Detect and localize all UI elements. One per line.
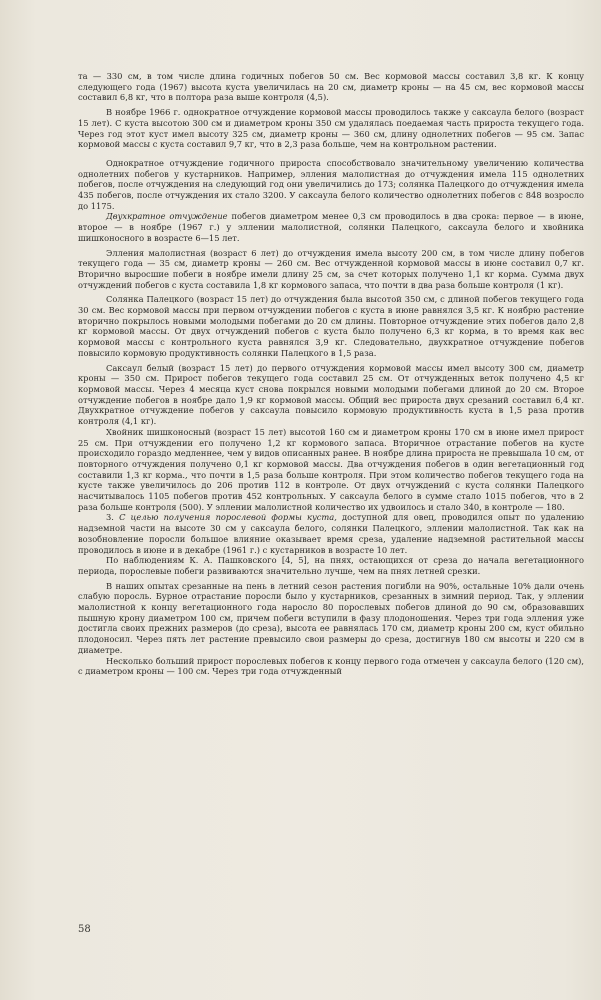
text-run: доступной для овец, проводился опыт по удалению надземной части на высоте 30 см у саксаула белого, солянки Палецкого, эллении малолистной. Так как на возобновление поросли большое влияние оказывает время среза, удаление надземной растительной массы проводилось в июне и в декабре (1961 г.) с кустарников в возрасте 10 лет. (78, 512, 584, 555)
paragraph (78, 656, 584, 677)
paragraph (78, 158, 584, 212)
italic-run: С целью получения порослевой формы куста, (119, 512, 337, 523)
italic-run: Двухкратное отчуждение (106, 211, 228, 222)
text-run: В ноябре 1966 г. однократное отчуждение кормовой массы проводилось также у саксаула белого (возраст 15 лет). С куста высотою 300 см и диаметром кроны 350 см удалялась поедаемая часть прироста текущего года. Через год этот куст имел высоту 325 см, диаметр кроны — 360 см, длину однолетних побегов — 95 см. Запас кормовой массы с куста составил 9,7 кг, что в 2,3 раза больше, чем на контрольном растении. (78, 107, 584, 150)
text-run: В наших опытах срезанные на пень в летний сезон растения погибли на 90%, остальные 10% дали очень слабую поросль. Бурное отрастание поросли было у кустарников, срезанных в зимний период. Так, у эллении малолистной к концу вегетационного года наросло 80 порослевых побегов длиной до 90 см, образовавших пышную крону диаметром 100 см, причем побеги вступили в фазу плодоношения. Через три года элления уже достигла своих прежних размеров (до среза), высота ее равнялась 170 см, диаметр кроны 200 см, куст обильно плодоносил. Через пять лет растение превысило свои размеры до среза, достигнув 180 см высоты и 220 см в диаметре. (78, 580, 584, 655)
body-text (78, 71, 584, 677)
text-run: Несколько больший прирост порослевых побегов к концу первого года отмечен у саксаула белого (120 см), с диаметром кроны — 100 см. Через три года отчужденный (78, 655, 584, 677)
paragraph (78, 363, 584, 427)
paragraph (78, 71, 584, 103)
page-number: 58 (78, 924, 91, 935)
paragraph (78, 512, 584, 555)
text-run: 3. (106, 512, 120, 523)
paragraph (78, 211, 584, 243)
paragraph (78, 248, 584, 291)
paragraph (78, 581, 584, 656)
text-run: По наблюдениям К. А. Пашковского [4, 5], на пнях, остающихся от среза до начала вегетационного периода, порослевые побеги развиваются значительно лучше, чем на пнях летней срезки. (78, 555, 584, 576)
text-run: Элления малолистная (возраст 6 лет) до отчуждения имела высоту 200 см, в том числе длину побегов текущего года — 35 см, диаметр кроны — 260 см. Вес отчужденной кормовой массы в июне составил 0,7 кг. Вторично выросшие побеги в ноябре имели длину 25 см, за счет которых получено 1,1 кг корма. Сумма двух отчуждений побегов с куста составила 1,8 кг кормового запаса, что почти в два раза больше контроля (1 кг). (78, 247, 584, 290)
text-run: Солянка Палецкого (возраст 15 лет) до отчуждения была высотой 350 см, с длиной побегов текущего года 30 см. Вес кормовой массы при первом отчуждении побегов с куста в июне равнялся 3,5 кг. К ноябрю растение вторично покрылось новыми молодыми побегами до 20 см длины. Повторное отчуждение этих побегов дало 2,8 кг кормовой массы. От двух отчуждений побегов с куста было получено 6,3 кг корма, в то время как вес кормовой массы с контрольного куста равнялся 3,9 кг. Следовательно, двухкратное отчуждение побегов повысило кормовую продуктивность солянки Палецкого в 1,5 раза. (78, 294, 584, 358)
paragraph (78, 555, 584, 576)
text-run: Однократное отчуждение годичного прироста способствовало значительному увеличению количества однолетних побегов у кустарников. Например, элления малолистная до отчуждения имела 115 однолетних побегов, после отчуждения на следующий год они увеличились до 173; солянка Палецкого до отчуждения имела 435 побегов, после отчуждения их стало 3200. У саксаула белого количество однолетних побегов с 848 возросло до 1175. (78, 157, 584, 211)
paragraph (78, 107, 584, 150)
paragraph (78, 427, 584, 513)
text-run: Саксаул белый (возраст 15 лет) до первого отчуждения кормовой массы имел высоту 300 см, диаметр кроны — 350 см. Прирост побегов текущего года составил 25 см. От отчужденных веток получено 4,5 кг кормовой массы. Через 4 месяца куст снова покрылся новыми молодыми побегами длиной до 20 см. Второе отчуждение побегов в ноябре дало 1,9 кг кормовой массы. Общий вес прироста двух срезаний составил 6,4 кг. Двухкратное отчуждение побегов у саксаула повысило кормовую продуктивность куста в 1,5 раза против контроля (4,1 кг). (78, 362, 584, 427)
text-run: побегов диаметром менее 0,3 см проводилось в два срока: первое — в июне, второе — в ноябре (1967 г.) у эллении малолистной, солянки Палецкого, саксаула белого и хвойника шишконосного в возрасте 6—15 лет. (78, 211, 584, 243)
paragraph (78, 294, 584, 358)
text-run: та — 330 см, в том числе длина годичных побегов 50 см. Вес кормовой массы составил 3,8 кг. К концу следующего года (1967) высота куста увеличилась на 20 см, диаметр кроны — на 45 см, вес кормовой массы составил 6,8 кг, что в полтора раза выше контроля (4,5). (78, 71, 584, 103)
text-run: Хвойник шишконосный (возраст 15 лет) высотой 160 см и диаметром кроны 170 см в июне имел прирост 25 см. При отчуждении его получено 1,2 кг кормового запаса. Вторичное отрастание побегов на кусте происходило гораздо медленнее, чем у видов описанных ранее. В ноябре длина прироста не превышала 10 см, от повторного отчуждения получено 0,1 кг кормовой массы. Два отчуждения побегов в один вегетационный год составили 1,3 кг корма., что почти в 1,5 раза больше контроля. При этом количество побегов текущего года на кусте также увеличилось до 206 против 112 в контроле. От двух отчуждений с куста солянки Палецкого насчитывалось 1105 побегов против 452 контрольных. У саксаула белого в сумме стало 1015 побегов, что в 2 раза больше контроля (500). У эллении малолистной количество их удвоилось и стало 340, в контроле — 180. (78, 426, 584, 512)
